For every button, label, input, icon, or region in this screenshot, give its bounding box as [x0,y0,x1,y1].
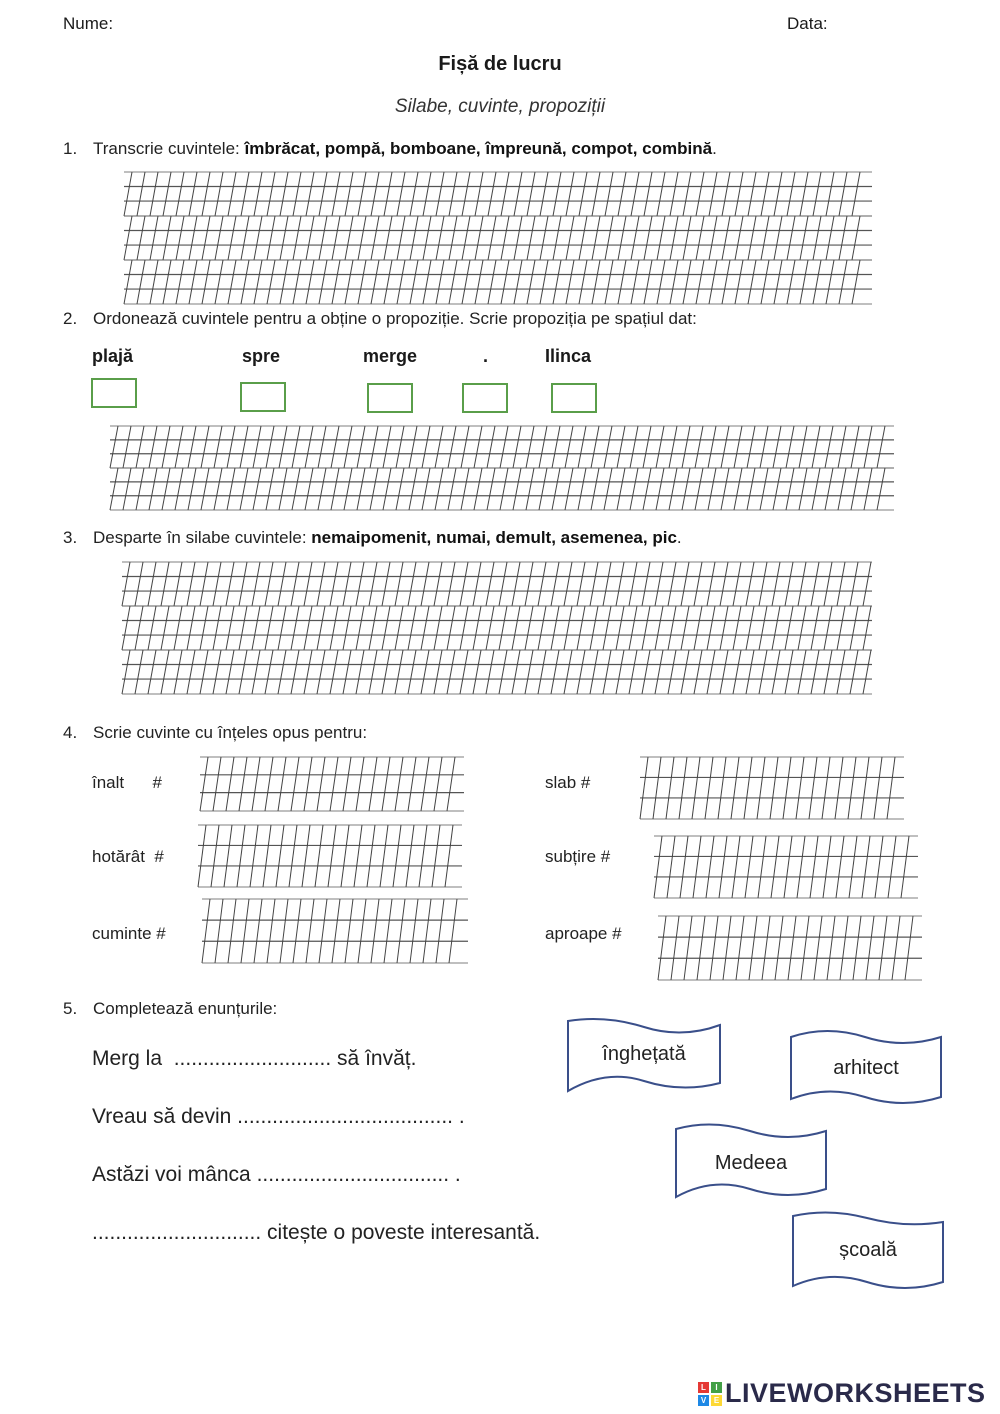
date-label: Data: [787,14,828,33]
name-label: Nume: [63,14,114,33]
page-subtitle: Silabe, cuvinte, propoziții [394,96,606,117]
task-1-prefix: Transcrie cuvintele: [93,139,245,158]
task-5-number: 5. [63,999,78,1018]
task-3-words: nemaipomenit, numai, demult, asemenea, pic [311,528,677,547]
page-title: Fișă de lucru [438,53,562,75]
word-tile-period: . [483,346,489,366]
sentence-2[interactable]: Vreau să devin ..................................... . [92,1105,465,1128]
drag-card-ingehtata[interactable] [566,1017,722,1093]
card-label: înghețată [602,1043,686,1065]
task-3-number: 3. [63,528,78,547]
sentence-4[interactable]: ............................. citește o poveste interesantă. [92,1221,541,1244]
task-2-number: 2. [63,309,78,328]
sentence-3[interactable]: Astăzi voi mânca ................................. . [92,1163,461,1186]
task-5-text: Completează enunțurile: [93,999,278,1018]
antonym-label-cuminte: cuminte # [92,924,166,943]
liveworksheets-logo [697,1378,986,1409]
card-label: arhitect [833,1057,899,1079]
task-4-text: Scrie cuvinte cu înțeles opus pentru: [93,723,368,742]
card-label: școală [839,1239,897,1261]
word-tile-spre: spre [242,346,281,366]
sentence-1[interactable]: Merg la ........................... să învăț. [92,1047,417,1070]
logo-text: LIVEWORKSHEETS [725,1378,986,1408]
task-1-suffix: . [712,139,717,158]
drag-card-arhitect[interactable] [789,1027,943,1107]
drag-card-scoala[interactable] [791,1210,945,1292]
word-tile-merge: merge [363,346,418,366]
task-1-number: 1. [63,139,78,158]
task-2-text: Ordonează cuvintele pentru a obține o propoziție. Scrie propoziția pe spațiul dat: [93,309,697,328]
word-tile-ilinca: Ilinca [545,346,592,366]
task-1-words: îmbrăcat, pompă, bomboane, împreună, compot, combină [244,139,713,158]
task-3-suffix: . [676,528,682,547]
antonym-label-subtire: subțire # [545,847,611,866]
antonym-label-slab: slab # [545,773,591,792]
drag-card-medeea[interactable] [674,1123,828,1199]
antonym-label-aproape: aproape # [545,924,622,943]
task-3-prefix: Desparte în silabe cuvintele: [93,528,312,547]
task-5-instruction [63,999,277,1019]
word-tile-plaja: plajă [92,346,134,366]
task-4-number: 4. [63,723,78,742]
antonym-label-hotarat: hotărât # [92,847,164,866]
logo-squares-icon: L IV E [697,1381,725,1407]
card-label: Medeea [714,1152,788,1174]
antonym-label-inalt: înalt # [92,773,162,792]
